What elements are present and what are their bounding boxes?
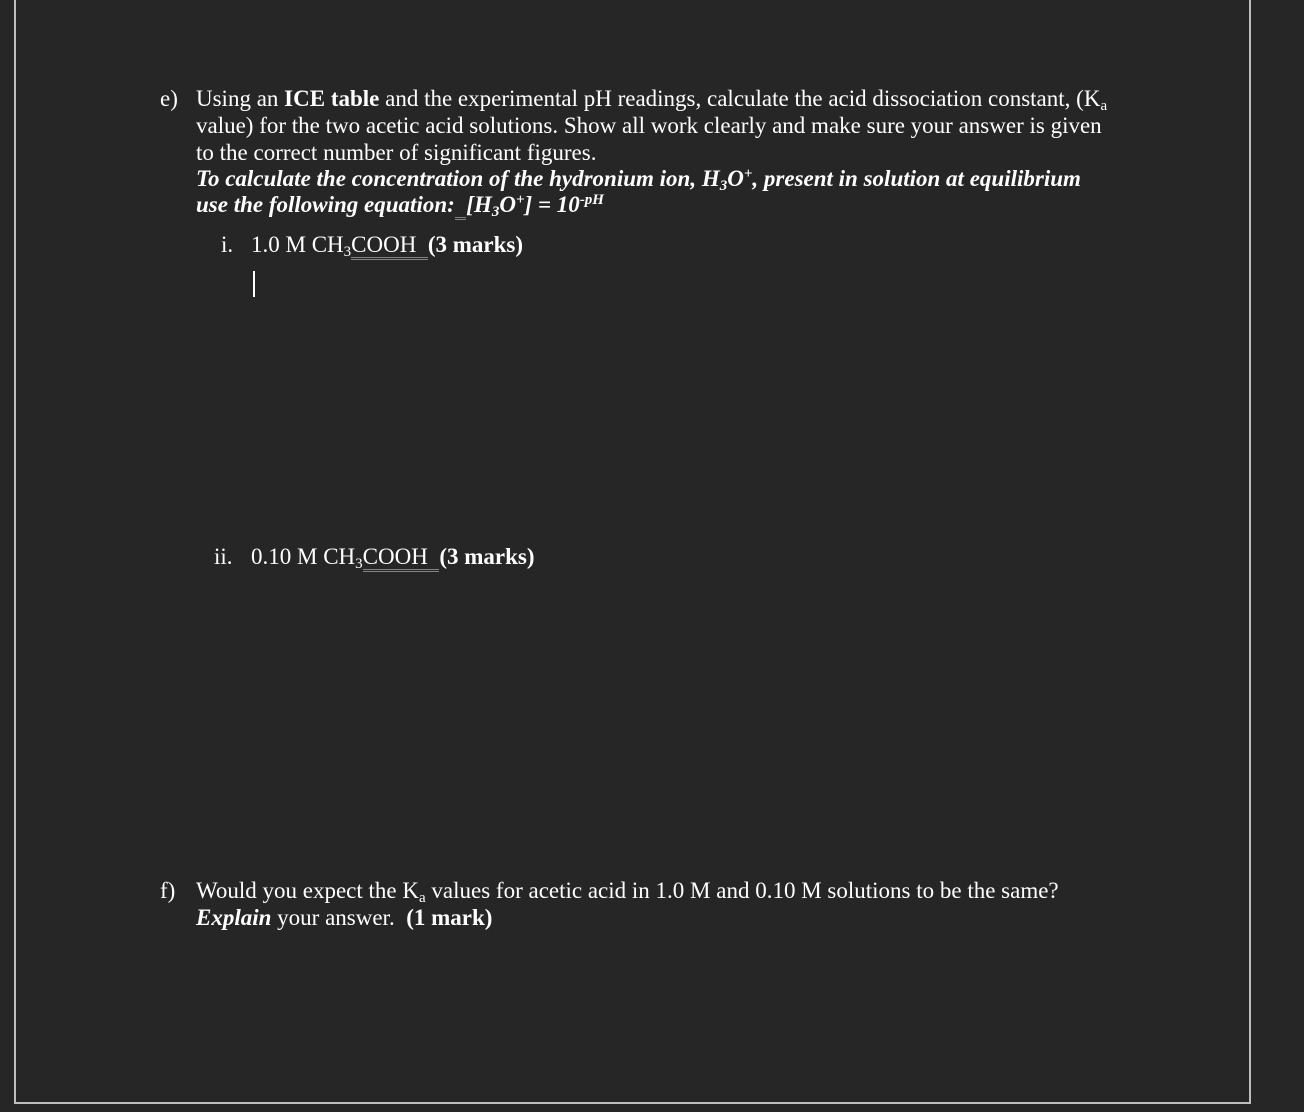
part-ii-text — [251, 543, 535, 570]
question-f-line-1 — [196, 877, 1059, 904]
question-e-text: and the experimental pH readings, calculate the acid dissociation constant, (K — [379, 86, 1101, 111]
spellcheck-underline: COOH — [351, 232, 416, 260]
part-ii-concentration: 0.10 M CH — [251, 544, 356, 569]
question-f-text: your answer. — [271, 905, 407, 930]
question-e-text: Using an — [196, 86, 285, 111]
equation-text: O — [499, 192, 516, 217]
instruction-text: , present in solution at equilibrium — [752, 166, 1081, 191]
equation-subscript: 3 — [491, 204, 500, 220]
part-i-marks: (3 marks) — [427, 232, 524, 257]
instruction-line-2 — [196, 191, 604, 218]
question-f-marks: (1 mark) — [406, 905, 493, 930]
equation-text: ] = 10 — [524, 192, 580, 217]
spellcheck-underline — [428, 544, 440, 572]
ka-subscript: a — [418, 890, 426, 906]
question-e-line-2: value) for the two acetic acid solutions. Show all work clearly and make sure your answer is given — [196, 113, 1102, 138]
equation-exponent: -pH — [579, 192, 604, 208]
text-cursor[interactable] — [253, 271, 255, 297]
equation-text: [H — [466, 192, 492, 217]
question-e-label: e) — [160, 86, 178, 111]
ice-table-term: ICE table — [284, 86, 380, 111]
part-i-text — [251, 231, 523, 258]
part-i-concentration: 1.0 M CH — [251, 232, 344, 257]
question-f-text: Would you expect the K — [196, 878, 419, 903]
ch3-subscript: 3 — [343, 244, 352, 260]
instruction-text: To calculate the concentration of the hydronium ion, H — [196, 166, 720, 191]
h3o-superscript: + — [743, 166, 753, 182]
part-ii-marks: (3 marks) — [439, 544, 535, 569]
spellcheck-underline: COOH — [363, 544, 428, 572]
equation-superscript: + — [515, 192, 525, 208]
instruction-text: use the following equation: — [196, 192, 455, 217]
instruction-line-1 — [196, 165, 1081, 192]
part-ii-label: ii. — [214, 544, 233, 569]
h3o-subscript: 3 — [719, 178, 728, 194]
question-f-label: f) — [160, 878, 176, 903]
ka-subscript: a — [1100, 98, 1108, 114]
spellcheck-underline — [455, 192, 467, 220]
spellcheck-underline — [416, 232, 428, 260]
question-f-text: values for acetic acid in 1.0 M and 0.10 M solutions to be the same? — [425, 878, 1059, 903]
part-i-label: i. — [221, 232, 234, 257]
question-e-line-3: to the correct number of significant figures. — [196, 140, 597, 165]
ch3-subscript: 3 — [355, 556, 363, 572]
instruction-text: O — [727, 166, 744, 191]
explain-term: Explain — [196, 905, 272, 930]
question-e-line-1 — [196, 85, 1107, 112]
question-f-line-2 — [196, 904, 492, 931]
